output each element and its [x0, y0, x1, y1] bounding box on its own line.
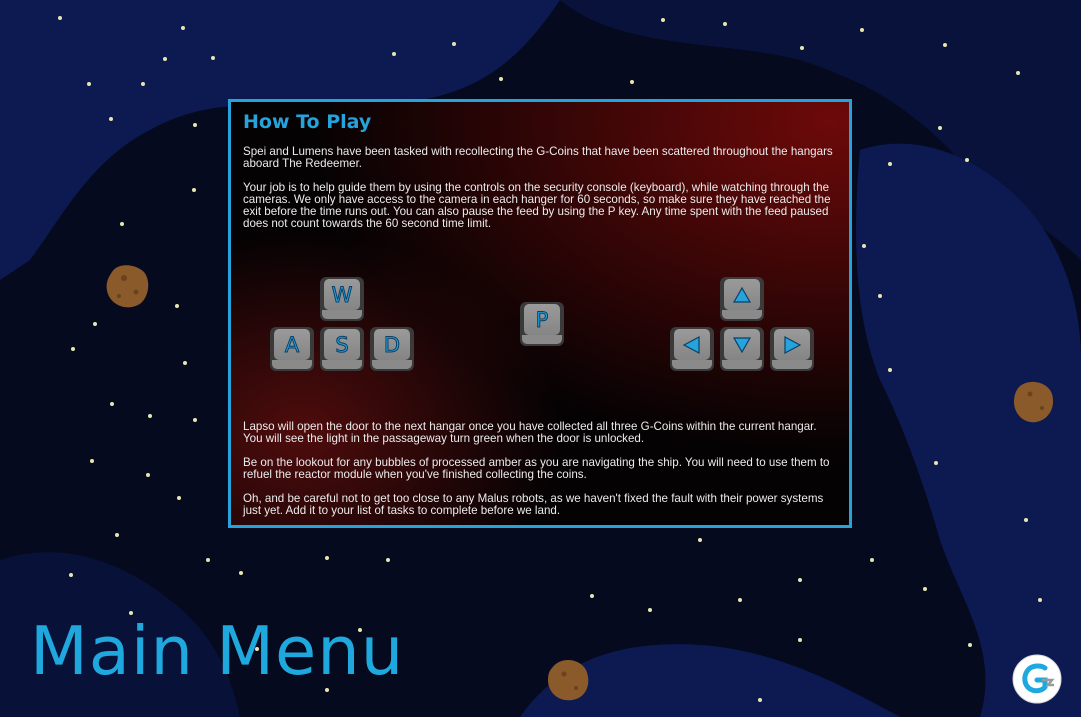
- star: [109, 117, 113, 121]
- star: [934, 461, 938, 465]
- star: [163, 57, 167, 61]
- star: [860, 28, 864, 32]
- job-paragraph: Your job is to help guide them by using the controls on the security console (keyboard), while watching through the cameras. We only have access to the camera in each hanger for 60 seconds, so make sure they have reached the exit before the time runs out. You can also pause the feed by using the P key. Any time spent with the feed paused does not count towards the 60 second time limit.: [243, 181, 831, 230]
- key-s-icon: S: [320, 327, 364, 371]
- star: [141, 82, 145, 86]
- asteroid-icon: [548, 660, 588, 700]
- star: [648, 608, 652, 612]
- star: [183, 361, 187, 365]
- door-paragraph: Lapso will open the door to the next hangar once you have collected all three G-Coins within the current hangar. You will see the light in the passageway turn green when the door is unlocked.: [243, 420, 817, 445]
- star: [698, 538, 702, 542]
- star: [862, 244, 866, 248]
- star: [392, 52, 396, 56]
- star: [968, 643, 972, 647]
- key-arrow-right-icon: [770, 327, 814, 371]
- intro-paragraph: Spei and Lumens have been tasked with recollecting the G-Coins that have been scattered throughout the hangars aboard The Redeemer.: [243, 145, 833, 170]
- malus-paragraph: Oh, and be careful not to get too close to any Malus robots, as we haven't fixed the fault with their power systems just yet. Add it to your list of tasks to complete before we land.: [243, 492, 824, 517]
- star: [146, 473, 150, 477]
- star: [181, 26, 185, 30]
- star: [738, 598, 742, 602]
- star: [758, 698, 762, 702]
- star: [878, 294, 882, 298]
- star: [800, 46, 804, 50]
- star: [193, 123, 197, 127]
- star: [115, 533, 119, 537]
- how-to-play-title: How To Play: [243, 111, 372, 133]
- key-arrow-down-icon: [720, 327, 764, 371]
- star: [798, 638, 802, 642]
- star: [1016, 71, 1020, 75]
- star: [87, 82, 91, 86]
- star: [938, 126, 942, 130]
- star: [1024, 518, 1028, 522]
- key-a-icon: A: [270, 327, 314, 371]
- star: [798, 578, 802, 582]
- star: [386, 558, 390, 562]
- g-coin-logo-icon: [1012, 654, 1062, 704]
- star: [965, 158, 969, 162]
- star: [175, 304, 179, 308]
- asteroid-icon: [107, 265, 149, 307]
- amber-paragraph: Be on the lookout for any bubbles of processed amber as you are navigating the ship. You will need to use them to refuel the reactor module when you've finished collecting the coins.: [243, 456, 830, 481]
- main-menu-button[interactable]: Main Menu: [30, 612, 405, 690]
- key-arrow-left-icon: [670, 327, 714, 371]
- key-p-icon: P: [520, 302, 564, 346]
- star: [120, 222, 124, 226]
- star: [71, 347, 75, 351]
- star: [177, 496, 181, 500]
- star: [590, 594, 594, 598]
- star: [325, 556, 329, 560]
- star: [888, 162, 892, 166]
- star: [211, 56, 215, 60]
- star: [452, 42, 456, 46]
- star: [90, 459, 94, 463]
- key-arrow-up-icon: [720, 277, 764, 321]
- star: [923, 587, 927, 591]
- star: [943, 43, 947, 47]
- star: [499, 77, 503, 81]
- star: [630, 80, 634, 84]
- star: [239, 571, 243, 575]
- star: [148, 414, 152, 418]
- star: [661, 18, 665, 22]
- key-d-icon: D: [370, 327, 414, 371]
- star: [723, 22, 727, 26]
- star: [58, 16, 62, 20]
- star: [888, 368, 892, 372]
- how-to-play-panel: [228, 99, 852, 528]
- key-w-icon: W: [320, 277, 364, 321]
- star: [192, 188, 196, 192]
- star: [1038, 598, 1042, 602]
- star: [206, 558, 210, 562]
- star: [110, 402, 114, 406]
- star: [193, 418, 197, 422]
- star: [93, 322, 97, 326]
- star: [870, 558, 874, 562]
- star: [69, 573, 73, 577]
